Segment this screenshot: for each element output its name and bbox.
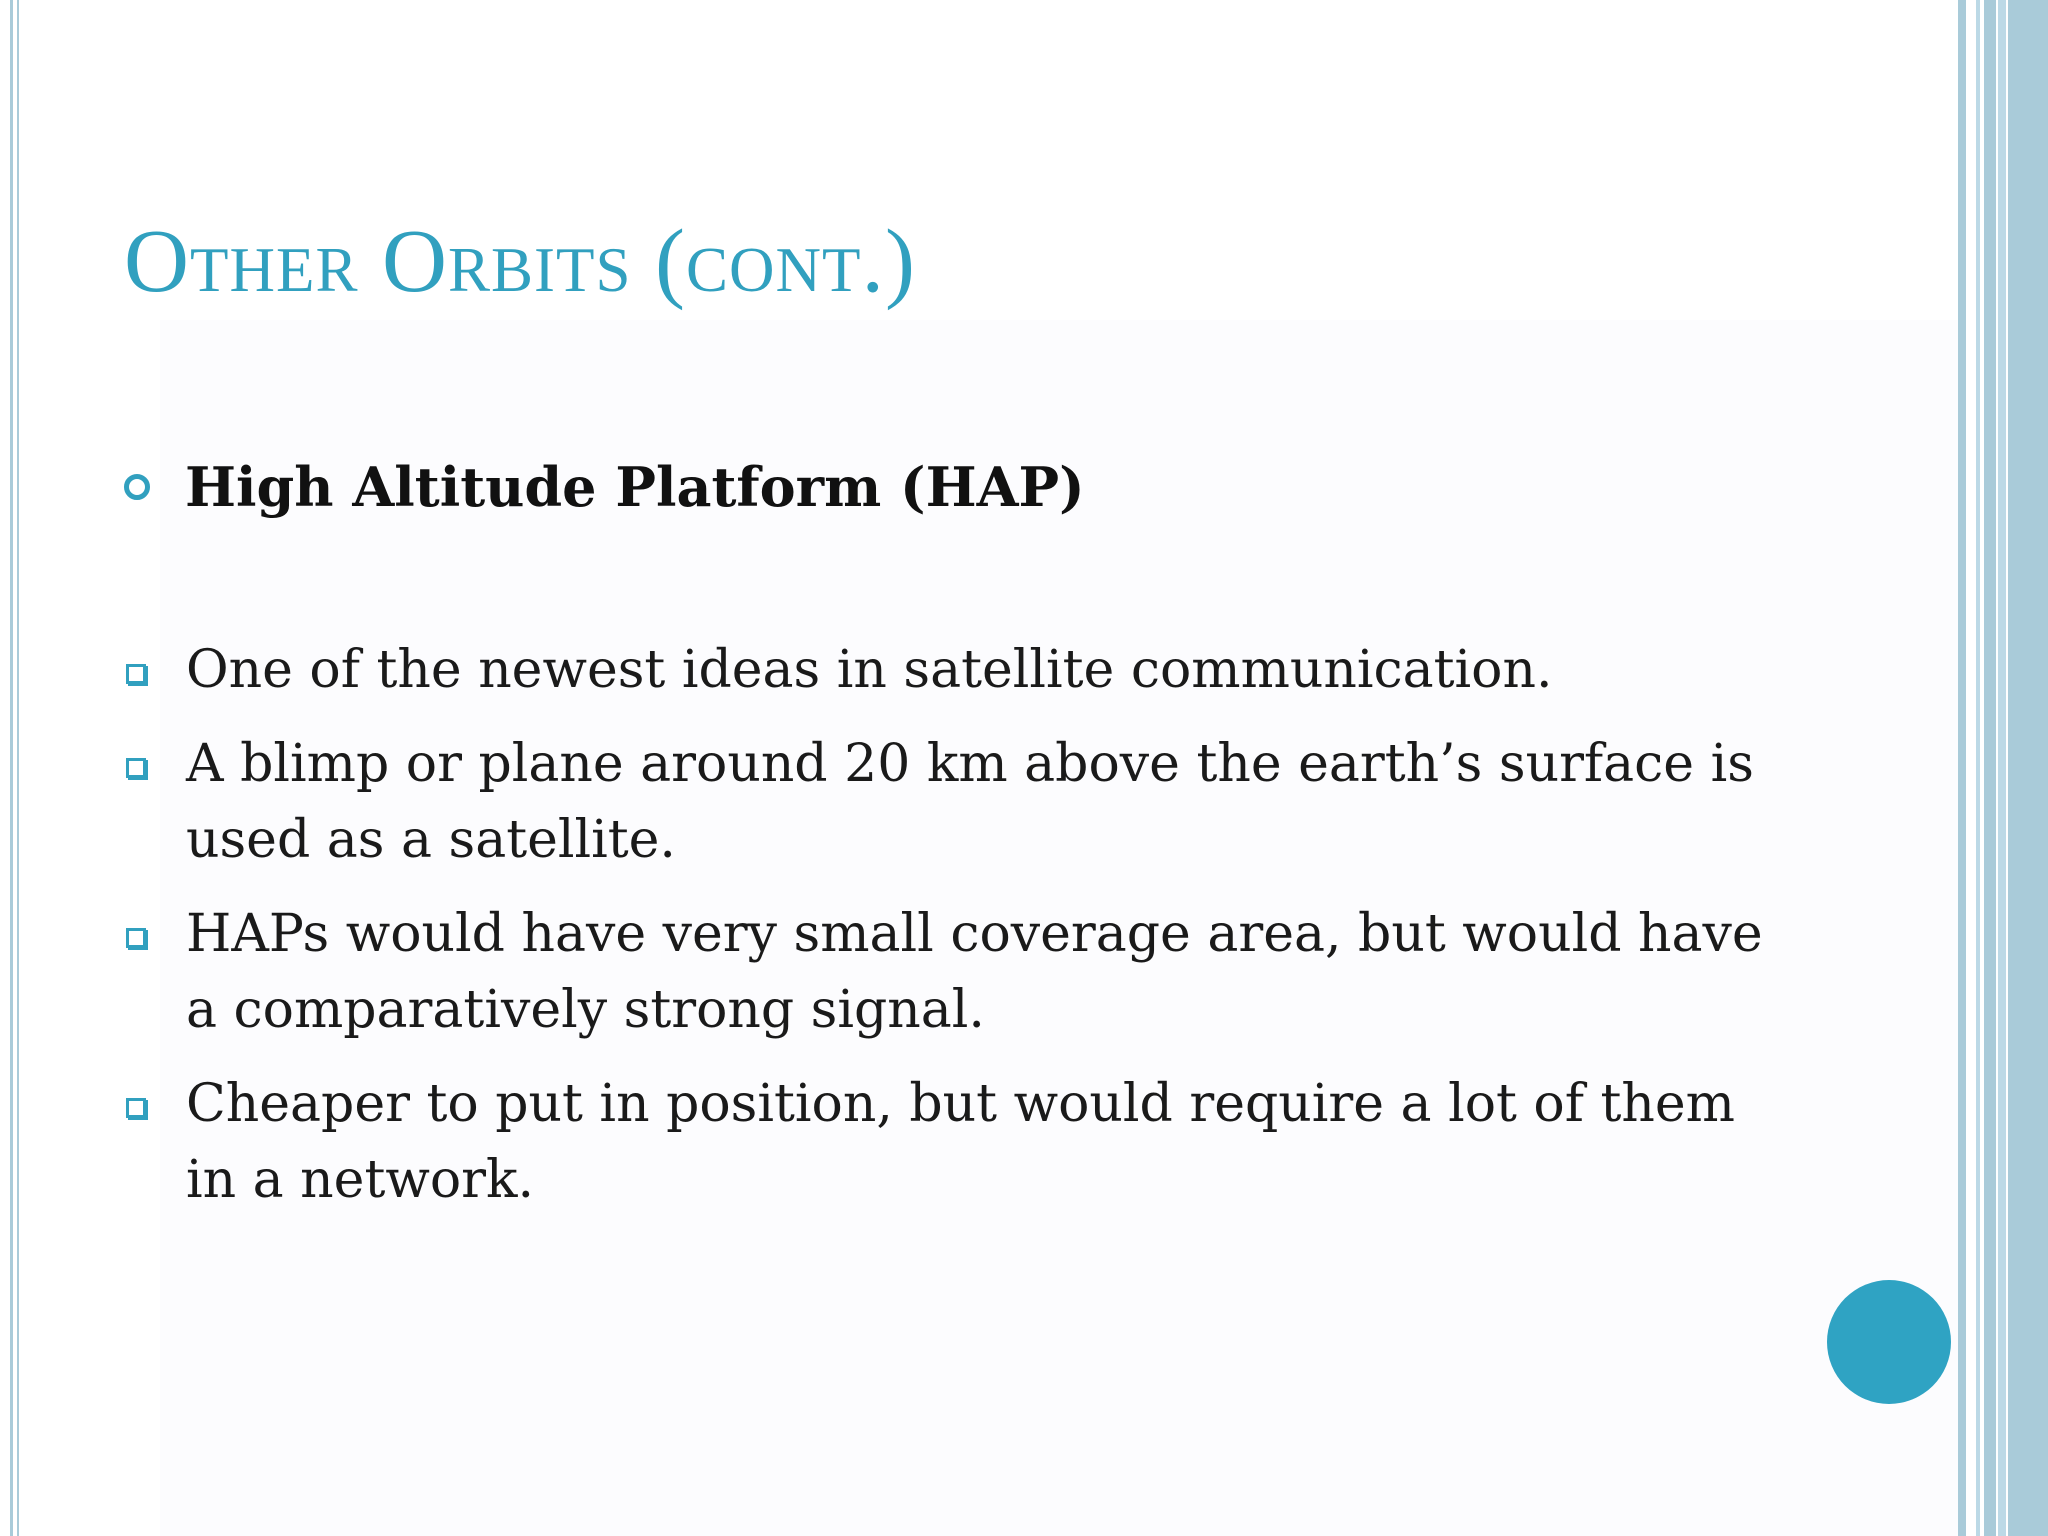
sub-bullet-text: HAPs would have very small coverage area, but would have a comparatively strong signal. (186, 904, 1763, 1040)
sub-bullet-text: Cheaper to put in position, but would require a lot of them in a network. (186, 1074, 1735, 1210)
sub-bullet-item (124, 632, 1784, 708)
left-border-stripe (10, 0, 13, 1536)
sub-bullet-list (124, 632, 1784, 1236)
hollow-square-icon (126, 758, 146, 778)
right-frame (1958, 0, 2048, 1536)
hollow-square-icon (126, 1098, 146, 1118)
right-frame-bar (2008, 0, 2048, 1536)
main-bullet-text: High Altitude Platform (HAP) (185, 455, 1085, 519)
right-frame-bar (1976, 0, 1980, 1536)
sub-bullet-text: One of the newest ideas in satellite communication. (186, 640, 1553, 700)
right-frame-bar (1998, 0, 2006, 1536)
left-border-stripe-inner (17, 0, 19, 1536)
right-frame-bar (1958, 0, 1966, 1536)
slide-title: Other Orbits (cont.) (124, 212, 916, 311)
hollow-square-icon (126, 928, 146, 948)
sub-bullet-item (124, 726, 1784, 878)
hollow-square-icon (126, 664, 146, 684)
main-bullet (124, 455, 1085, 519)
sub-bullet-text: A blimp or plane around 20 km above the earth’s surface is used as a satellite. (186, 734, 1754, 870)
right-frame-bar (1984, 0, 1996, 1536)
hollow-circle-icon (124, 474, 150, 500)
sub-bullet-item (124, 1066, 1784, 1218)
sub-bullet-item (124, 896, 1784, 1048)
decorative-dot (1827, 1280, 1951, 1404)
